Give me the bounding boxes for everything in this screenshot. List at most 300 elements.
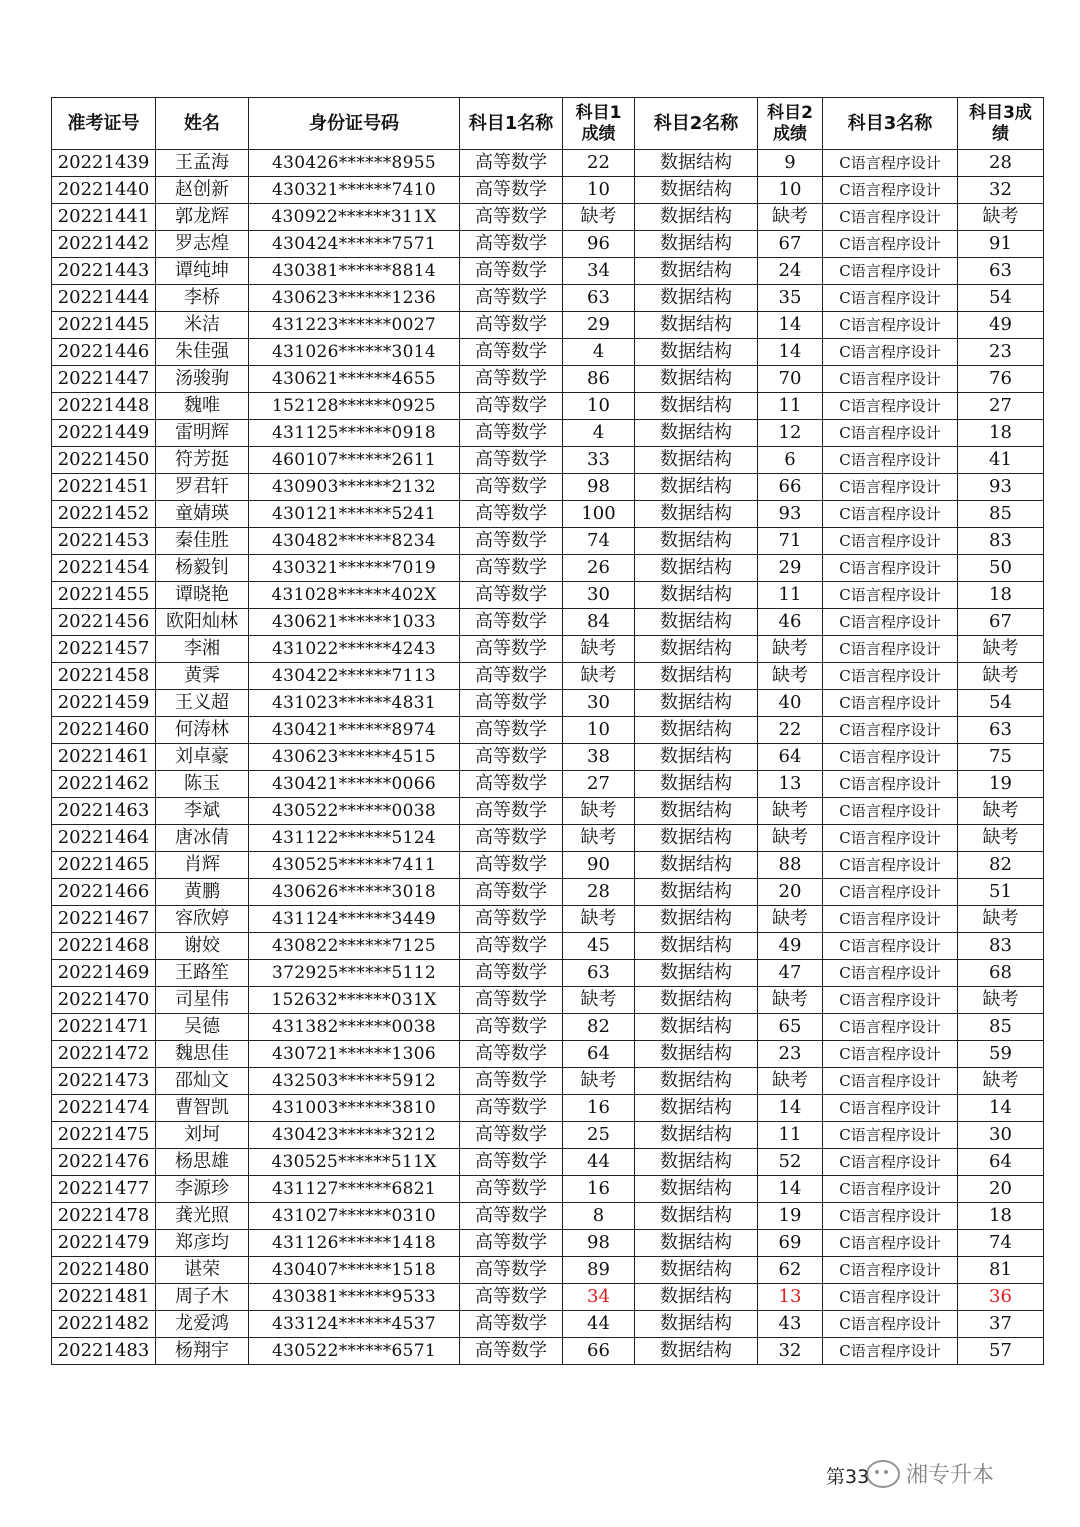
cell-subject2-score: 10 xyxy=(758,177,823,204)
cell-exam-no: 20221462 xyxy=(52,771,156,798)
table-row xyxy=(52,1149,1044,1176)
table-row xyxy=(52,1203,1044,1230)
table-row xyxy=(52,1041,1044,1068)
cell-subject1-name: 高等数学 xyxy=(460,312,563,339)
table-row xyxy=(52,1338,1044,1365)
cell-subject3-name: C语言程序设计 xyxy=(823,1068,958,1095)
table-row xyxy=(52,1068,1044,1095)
cell-id-no: 430621******1033 xyxy=(249,609,460,636)
cell-name: 谭纯坤 xyxy=(156,258,249,285)
cell-subject2-name: 数据结构 xyxy=(635,1041,758,1068)
cell-subject3-score: 64 xyxy=(958,1149,1044,1176)
cell-id-no: 433124******4537 xyxy=(249,1311,460,1338)
table-row xyxy=(52,1095,1044,1122)
cell-subject1-name: 高等数学 xyxy=(460,366,563,393)
header-subject1-name: 科目1名称 xyxy=(460,98,563,150)
cell-subject2-score: 14 xyxy=(758,339,823,366)
cell-subject3-name: C语言程序设计 xyxy=(823,1257,958,1284)
cell-exam-no: 20221444 xyxy=(52,285,156,312)
cell-subject1-name: 高等数学 xyxy=(460,1095,563,1122)
cell-subject2-name: 数据结构 xyxy=(635,879,758,906)
cell-subject2-name: 数据结构 xyxy=(635,1176,758,1203)
cell-name: 魏思佳 xyxy=(156,1041,249,1068)
cell-exam-no: 20221443 xyxy=(52,258,156,285)
table-row xyxy=(52,636,1044,663)
cell-name: 邵灿文 xyxy=(156,1068,249,1095)
cell-exam-no: 20221469 xyxy=(52,960,156,987)
cell-subject2-name: 数据结构 xyxy=(635,339,758,366)
header-subject3-score xyxy=(958,98,1044,150)
cell-subject3-score: 28 xyxy=(958,150,1044,177)
cell-exam-no: 20221474 xyxy=(52,1095,156,1122)
cell-subject2-score: 14 xyxy=(758,1095,823,1122)
cell-subject3-score: 14 xyxy=(958,1095,1044,1122)
cell-id-no: 431127******6821 xyxy=(249,1176,460,1203)
cell-subject1-score: 16 xyxy=(563,1176,635,1203)
header-subject1-score xyxy=(563,98,635,150)
cell-subject1-name: 高等数学 xyxy=(460,825,563,852)
header-exam-no: 准考证号 xyxy=(52,98,156,150)
cell-subject1-score: 缺考 xyxy=(563,906,635,933)
cell-subject2-name: 数据结构 xyxy=(635,690,758,717)
cell-subject2-score: 11 xyxy=(758,582,823,609)
cell-subject2-name: 数据结构 xyxy=(635,285,758,312)
table-row xyxy=(52,825,1044,852)
header-subject1-score-line1: 科目1 xyxy=(575,102,622,123)
cell-name: 周子木 xyxy=(156,1284,249,1311)
cell-exam-no: 20221470 xyxy=(52,987,156,1014)
cell-subject1-score: 缺考 xyxy=(563,798,635,825)
cell-id-no: 430381******9533 xyxy=(249,1284,460,1311)
cell-name: 司星伟 xyxy=(156,987,249,1014)
table-row xyxy=(52,339,1044,366)
cell-subject1-score: 100 xyxy=(563,501,635,528)
cell-subject2-score: 缺考 xyxy=(758,798,823,825)
cell-id-no: 431125******0918 xyxy=(249,420,460,447)
cell-subject1-score: 82 xyxy=(563,1014,635,1041)
cell-subject3-score: 27 xyxy=(958,393,1044,420)
cell-subject1-name: 高等数学 xyxy=(460,1257,563,1284)
table-row xyxy=(52,1122,1044,1149)
cell-subject1-name: 高等数学 xyxy=(460,528,563,555)
table-row xyxy=(52,393,1044,420)
cell-subject3-name: C语言程序设计 xyxy=(823,204,958,231)
cell-subject1-score: 90 xyxy=(563,852,635,879)
cell-id-no: 430424******7571 xyxy=(249,231,460,258)
cell-subject3-name: C语言程序设计 xyxy=(823,933,958,960)
cell-subject2-name: 数据结构 xyxy=(635,1338,758,1365)
cell-subject1-score: 30 xyxy=(563,582,635,609)
cell-subject2-name: 数据结构 xyxy=(635,609,758,636)
table-row xyxy=(52,366,1044,393)
cell-subject2-score: 9 xyxy=(758,150,823,177)
cell-subject2-score: 65 xyxy=(758,1014,823,1041)
cell-exam-no: 20221439 xyxy=(52,150,156,177)
cell-subject3-score: 82 xyxy=(958,852,1044,879)
cell-name: 谌荣 xyxy=(156,1257,249,1284)
cell-subject3-score: 41 xyxy=(958,447,1044,474)
cell-subject1-score: 98 xyxy=(563,474,635,501)
cell-name: 朱佳强 xyxy=(156,339,249,366)
cell-subject1-score: 86 xyxy=(563,366,635,393)
cell-name: 李源珍 xyxy=(156,1176,249,1203)
cell-exam-no: 20221456 xyxy=(52,609,156,636)
cell-exam-no: 20221478 xyxy=(52,1203,156,1230)
cell-exam-no: 20221473 xyxy=(52,1068,156,1095)
cell-id-no: 430922******311X xyxy=(249,204,460,231)
cell-subject1-score: 89 xyxy=(563,1257,635,1284)
cell-subject3-name: C语言程序设计 xyxy=(823,150,958,177)
cell-subject3-score: 50 xyxy=(958,555,1044,582)
cell-subject1-name: 高等数学 xyxy=(460,1311,563,1338)
cell-id-no: 430522******6571 xyxy=(249,1338,460,1365)
cell-subject1-name: 高等数学 xyxy=(460,339,563,366)
cell-subject2-score: 缺考 xyxy=(758,636,823,663)
cell-id-no: 430623******1236 xyxy=(249,285,460,312)
cell-exam-no: 20221450 xyxy=(52,447,156,474)
cell-subject3-name: C语言程序设计 xyxy=(823,501,958,528)
cell-subject3-name: C语言程序设计 xyxy=(823,420,958,447)
cell-id-no: 431223******0027 xyxy=(249,312,460,339)
cell-exam-no: 20221453 xyxy=(52,528,156,555)
cell-subject1-score: 66 xyxy=(563,1338,635,1365)
cell-id-no: 431122******5124 xyxy=(249,825,460,852)
cell-name: 谢姣 xyxy=(156,933,249,960)
cell-subject2-name: 数据结构 xyxy=(635,366,758,393)
cell-subject1-score: 33 xyxy=(563,447,635,474)
watermark xyxy=(866,1458,994,1489)
cell-subject1-name: 高等数学 xyxy=(460,987,563,1014)
cell-subject1-score: 缺考 xyxy=(563,204,635,231)
cell-subject3-name: C语言程序设计 xyxy=(823,1122,958,1149)
cell-exam-no: 20221455 xyxy=(52,582,156,609)
cell-subject2-name: 数据结构 xyxy=(635,1068,758,1095)
cell-name: 郑彦均 xyxy=(156,1230,249,1257)
cell-name: 龙爱鸿 xyxy=(156,1311,249,1338)
cell-subject2-name: 数据结构 xyxy=(635,1203,758,1230)
cell-subject1-score: 30 xyxy=(563,690,635,717)
cell-id-no: 430621******4655 xyxy=(249,366,460,393)
cell-id-no: 430525******511X xyxy=(249,1149,460,1176)
header-subject3-name: 科目3名称 xyxy=(823,98,958,150)
cell-subject1-score: 29 xyxy=(563,312,635,339)
cell-subject2-name: 数据结构 xyxy=(635,555,758,582)
cell-subject3-name: C语言程序设计 xyxy=(823,1203,958,1230)
cell-subject2-score: 14 xyxy=(758,312,823,339)
cell-subject2-score: 19 xyxy=(758,1203,823,1230)
cell-subject2-score: 11 xyxy=(758,1122,823,1149)
cell-subject1-name: 高等数学 xyxy=(460,150,563,177)
cell-subject3-score: 91 xyxy=(958,231,1044,258)
cell-subject2-name: 数据结构 xyxy=(635,852,758,879)
cell-exam-no: 20221465 xyxy=(52,852,156,879)
cell-subject1-score: 63 xyxy=(563,960,635,987)
cell-subject3-score: 83 xyxy=(958,528,1044,555)
header-subject2-score-line1: 科目2 xyxy=(767,102,813,123)
cell-subject3-name: C语言程序设计 xyxy=(823,177,958,204)
cell-subject1-name: 高等数学 xyxy=(460,501,563,528)
cell-subject1-score: 缺考 xyxy=(563,636,635,663)
cell-subject2-name: 数据结构 xyxy=(635,906,758,933)
cell-subject1-name: 高等数学 xyxy=(460,663,563,690)
cell-subject1-name: 高等数学 xyxy=(460,690,563,717)
cell-subject3-name: C语言程序设计 xyxy=(823,987,958,1014)
cell-subject1-score: 4 xyxy=(563,339,635,366)
cell-exam-no: 20221482 xyxy=(52,1311,156,1338)
table-row xyxy=(52,1176,1044,1203)
cell-id-no: 430381******8814 xyxy=(249,258,460,285)
cell-id-no: 430426******8955 xyxy=(249,150,460,177)
cell-subject2-score: 49 xyxy=(758,933,823,960)
cell-exam-no: 20221458 xyxy=(52,663,156,690)
cell-id-no: 460107******2611 xyxy=(249,447,460,474)
cell-id-no: 430822******7125 xyxy=(249,933,460,960)
cell-subject2-name: 数据结构 xyxy=(635,1311,758,1338)
cell-subject3-name: C语言程序设计 xyxy=(823,1176,958,1203)
cell-subject1-name: 高等数学 xyxy=(460,1041,563,1068)
cell-subject3-name: C语言程序设计 xyxy=(823,906,958,933)
cell-exam-no: 20221479 xyxy=(52,1230,156,1257)
cell-subject2-name: 数据结构 xyxy=(635,1014,758,1041)
cell-exam-no: 20221447 xyxy=(52,366,156,393)
cell-name: 陈玉 xyxy=(156,771,249,798)
cell-subject3-score: 20 xyxy=(958,1176,1044,1203)
cell-subject2-name: 数据结构 xyxy=(635,393,758,420)
cell-subject1-name: 高等数学 xyxy=(460,1203,563,1230)
cell-subject3-name: C语言程序设计 xyxy=(823,582,958,609)
cell-subject2-name: 数据结构 xyxy=(635,177,758,204)
table-row xyxy=(52,204,1044,231)
cell-subject1-score: 96 xyxy=(563,231,635,258)
cell-subject3-score: 68 xyxy=(958,960,1044,987)
cell-subject3-score: 23 xyxy=(958,339,1044,366)
cell-subject1-score: 16 xyxy=(563,1095,635,1122)
cell-exam-no: 20221472 xyxy=(52,1041,156,1068)
cell-id-no: 431124******3449 xyxy=(249,906,460,933)
cell-subject1-name: 高等数学 xyxy=(460,555,563,582)
header-subject3-score-line2: 绩 xyxy=(992,123,1009,144)
cell-subject1-name: 高等数学 xyxy=(460,204,563,231)
cell-subject3-name: C语言程序设计 xyxy=(823,1095,958,1122)
cell-subject3-name: C语言程序设计 xyxy=(823,1284,958,1311)
cell-exam-no: 20221445 xyxy=(52,312,156,339)
cell-subject3-score: 59 xyxy=(958,1041,1044,1068)
cell-id-no: 430421******8974 xyxy=(249,717,460,744)
cell-id-no: 430321******7019 xyxy=(249,555,460,582)
cell-subject2-name: 数据结构 xyxy=(635,528,758,555)
cell-subject2-name: 数据结构 xyxy=(635,744,758,771)
cell-subject2-score: 20 xyxy=(758,879,823,906)
cell-subject3-name: C语言程序设计 xyxy=(823,744,958,771)
cell-subject3-score: 缺考 xyxy=(958,1068,1044,1095)
cell-name: 米洁 xyxy=(156,312,249,339)
cell-id-no: 430321******7410 xyxy=(249,177,460,204)
cell-subject1-score: 44 xyxy=(563,1311,635,1338)
cell-subject1-score: 64 xyxy=(563,1041,635,1068)
cell-subject1-name: 高等数学 xyxy=(460,474,563,501)
cell-subject3-name: C语言程序设计 xyxy=(823,771,958,798)
cell-subject1-name: 高等数学 xyxy=(460,960,563,987)
cell-subject3-score: 67 xyxy=(958,609,1044,636)
cell-subject2-score: 缺考 xyxy=(758,987,823,1014)
cell-name: 秦佳胜 xyxy=(156,528,249,555)
cell-name: 童婧瑛 xyxy=(156,501,249,528)
cell-exam-no: 20221463 xyxy=(52,798,156,825)
cell-name: 罗君轩 xyxy=(156,474,249,501)
cell-subject1-name: 高等数学 xyxy=(460,393,563,420)
cell-id-no: 430626******3018 xyxy=(249,879,460,906)
cell-id-no: 152128******0925 xyxy=(249,393,460,420)
cell-subject1-name: 高等数学 xyxy=(460,1230,563,1257)
header-id-no: 身份证号码 xyxy=(249,98,460,150)
cell-subject3-score: 49 xyxy=(958,312,1044,339)
cell-subject1-name: 高等数学 xyxy=(460,231,563,258)
cell-subject1-score: 8 xyxy=(563,1203,635,1230)
table-row xyxy=(52,1284,1044,1311)
table-row xyxy=(52,1311,1044,1338)
cell-name: 何涛林 xyxy=(156,717,249,744)
cell-subject2-name: 数据结构 xyxy=(635,258,758,285)
cell-subject3-name: C语言程序设计 xyxy=(823,1311,958,1338)
cell-subject2-name: 数据结构 xyxy=(635,663,758,690)
cell-id-no: 430721******1306 xyxy=(249,1041,460,1068)
cell-subject1-name: 高等数学 xyxy=(460,447,563,474)
cell-subject2-score: 6 xyxy=(758,447,823,474)
cell-id-no: 431027******0310 xyxy=(249,1203,460,1230)
cell-subject3-score: 63 xyxy=(958,258,1044,285)
cell-id-no: 431023******4831 xyxy=(249,690,460,717)
cell-id-no: 430482******8234 xyxy=(249,528,460,555)
cell-subject3-name: C语言程序设计 xyxy=(823,1014,958,1041)
cell-name: 刘坷 xyxy=(156,1122,249,1149)
cell-subject2-score: 64 xyxy=(758,744,823,771)
cell-subject3-score: 81 xyxy=(958,1257,1044,1284)
cell-exam-no: 20221459 xyxy=(52,690,156,717)
table-row xyxy=(52,150,1044,177)
cell-subject2-score: 70 xyxy=(758,366,823,393)
cell-subject1-score: 34 xyxy=(563,1284,635,1311)
cell-subject3-score: 缺考 xyxy=(958,906,1044,933)
cell-subject1-score: 25 xyxy=(563,1122,635,1149)
cell-subject1-name: 高等数学 xyxy=(460,285,563,312)
cell-subject3-score: 缺考 xyxy=(958,798,1044,825)
cell-subject3-name: C语言程序设计 xyxy=(823,528,958,555)
cell-id-no: 430522******0038 xyxy=(249,798,460,825)
cell-subject2-score: 缺考 xyxy=(758,825,823,852)
cell-name: 王路笙 xyxy=(156,960,249,987)
cell-subject1-score: 26 xyxy=(563,555,635,582)
cell-exam-no: 20221451 xyxy=(52,474,156,501)
header-subject1-score-line2: 成绩 xyxy=(581,123,616,144)
cell-subject3-score: 85 xyxy=(958,1014,1044,1041)
cell-subject1-name: 高等数学 xyxy=(460,1122,563,1149)
table-row xyxy=(52,744,1044,771)
cell-subject2-name: 数据结构 xyxy=(635,204,758,231)
cell-name: 罗志煌 xyxy=(156,231,249,258)
cell-exam-no: 20221468 xyxy=(52,933,156,960)
cell-id-no: 431028******402X xyxy=(249,582,460,609)
cell-name: 魏唯 xyxy=(156,393,249,420)
cell-id-no: 431003******3810 xyxy=(249,1095,460,1122)
cell-subject3-name: C语言程序设计 xyxy=(823,258,958,285)
cell-name: 王孟海 xyxy=(156,150,249,177)
cell-id-no: 430525******7411 xyxy=(249,852,460,879)
cell-subject3-name: C语言程序设计 xyxy=(823,852,958,879)
cell-name: 雷明辉 xyxy=(156,420,249,447)
cell-subject2-name: 数据结构 xyxy=(635,1284,758,1311)
cell-name: 曹智凯 xyxy=(156,1095,249,1122)
table-row xyxy=(52,555,1044,582)
cell-subject3-score: 75 xyxy=(958,744,1044,771)
table-row xyxy=(52,879,1044,906)
cell-subject2-score: 23 xyxy=(758,1041,823,1068)
cell-subject2-name: 数据结构 xyxy=(635,798,758,825)
cell-subject3-score: 18 xyxy=(958,1203,1044,1230)
cell-subject2-name: 数据结构 xyxy=(635,1257,758,1284)
cell-subject3-score: 74 xyxy=(958,1230,1044,1257)
cell-subject2-score: 52 xyxy=(758,1149,823,1176)
cell-subject1-score: 98 xyxy=(563,1230,635,1257)
cell-subject1-name: 高等数学 xyxy=(460,744,563,771)
cell-name: 符芳挺 xyxy=(156,447,249,474)
cell-name: 谭晓艳 xyxy=(156,582,249,609)
cell-subject1-name: 高等数学 xyxy=(460,258,563,285)
cell-subject1-name: 高等数学 xyxy=(460,1014,563,1041)
cell-exam-no: 20221449 xyxy=(52,420,156,447)
cell-subject3-name: C语言程序设计 xyxy=(823,285,958,312)
cell-subject2-name: 数据结构 xyxy=(635,447,758,474)
cell-id-no: 430407******1518 xyxy=(249,1257,460,1284)
cell-exam-no: 20221446 xyxy=(52,339,156,366)
cell-subject2-name: 数据结构 xyxy=(635,1230,758,1257)
cell-exam-no: 20221466 xyxy=(52,879,156,906)
cell-id-no: 431382******0038 xyxy=(249,1014,460,1041)
cell-subject2-score: 缺考 xyxy=(758,204,823,231)
cell-exam-no: 20221454 xyxy=(52,555,156,582)
cell-subject2-score: 13 xyxy=(758,1284,823,1311)
cell-subject3-score: 76 xyxy=(958,366,1044,393)
table-row xyxy=(52,987,1044,1014)
cell-subject1-score: 28 xyxy=(563,879,635,906)
cell-subject1-name: 高等数学 xyxy=(460,933,563,960)
cell-subject2-name: 数据结构 xyxy=(635,987,758,1014)
cell-subject2-score: 29 xyxy=(758,555,823,582)
cell-name: 刘卓豪 xyxy=(156,744,249,771)
cell-subject2-score: 40 xyxy=(758,690,823,717)
cell-exam-no: 20221448 xyxy=(52,393,156,420)
table-row xyxy=(52,933,1044,960)
cell-name: 汤骏驹 xyxy=(156,366,249,393)
cell-name: 吴德 xyxy=(156,1014,249,1041)
table-row xyxy=(52,717,1044,744)
cell-subject3-name: C语言程序设计 xyxy=(823,690,958,717)
cell-subject3-score: 51 xyxy=(958,879,1044,906)
cell-subject1-name: 高等数学 xyxy=(460,798,563,825)
cell-exam-no: 20221471 xyxy=(52,1014,156,1041)
cell-id-no: 430903******2132 xyxy=(249,474,460,501)
cell-subject1-name: 高等数学 xyxy=(460,177,563,204)
cell-exam-no: 20221440 xyxy=(52,177,156,204)
cell-subject3-name: C语言程序设计 xyxy=(823,663,958,690)
table-row xyxy=(52,1014,1044,1041)
cell-subject3-name: C语言程序设计 xyxy=(823,1041,958,1068)
table-row xyxy=(52,690,1044,717)
cell-id-no: 372925******5112 xyxy=(249,960,460,987)
cell-subject3-score: 19 xyxy=(958,771,1044,798)
cell-subject2-name: 数据结构 xyxy=(635,1149,758,1176)
cell-name: 李斌 xyxy=(156,798,249,825)
cell-subject3-score: 93 xyxy=(958,474,1044,501)
